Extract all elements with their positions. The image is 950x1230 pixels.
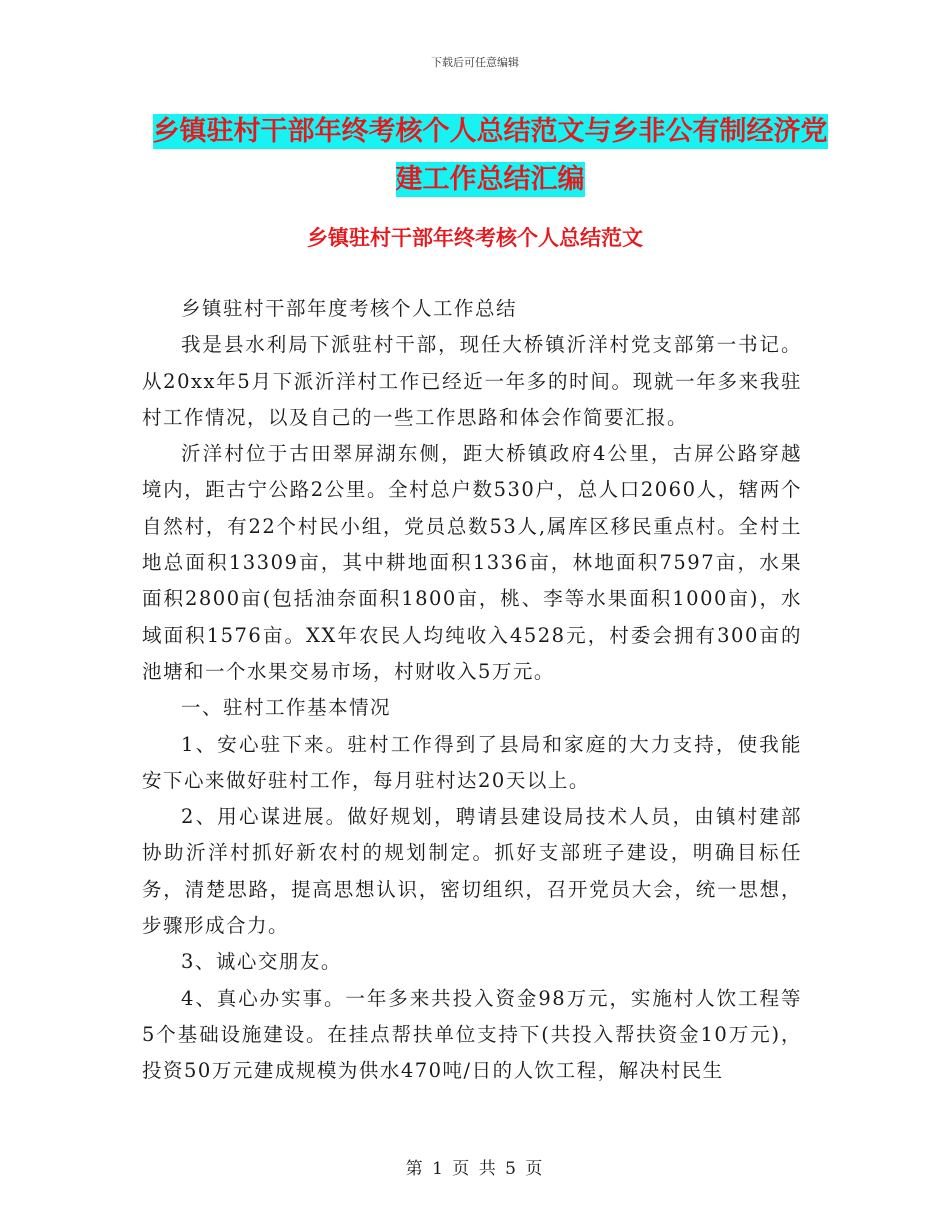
header-note: 下载后可任意编辑: [431, 56, 519, 69]
paragraph: 沂洋村位于古田翠屏湖东侧，距大桥镇政府4公里，古屏公路穿越境内，距古宁公路2公里。全村总户数530户，总人口2060人，辖两个自然村，有22个村民小组，党员总数53人,属库区移民重点村。全村土地总面积13309亩，其中耕地面积1336亩，林地面积7597亩，水果面积2800亩(包括油奈面积1800亩，桃、李等水果面积1000亩)，水域面积1576亩。XX年农民人均纯收入4528元，村委会拥有300亩的池塘和一个水果交易市场，村财收入5万元。: [142, 442, 802, 683]
paragraph: 一、驻村工作基本情况: [181, 696, 392, 720]
paragraph: 1、安心驻下来。驻村工作得到了县局和家庭的大力支持，使我能安下心来做好驻村工作，每月驻村达20天以上。: [142, 732, 802, 792]
document-body: [142, 291, 802, 1090]
paragraph: 我是县水利局下派驻村干部，现任大桥镇沂洋村党支部第一书记。从20xx年5月下派沂洋村工作已经近一年多的时间。现就一年多来我驻村工作情况，以及自己的一些工作思路和体会作简要汇报。: [142, 333, 802, 429]
page-footer: 第 1 页 共 5 页: [405, 1159, 545, 1179]
paragraph: 2、用心谋进展。做好规划，聘请县建设局技术人员，由镇村建部协助沂洋村抓好新农村的规划制定。抓好支部班子建设，明确目标任务，清楚思路，提高思想认识，密切组织，召开党员大会，统一思想，步骤形成合力。: [142, 805, 802, 938]
main-title-text: 乡镇驻村干部年终考核个人总结范文与乡非公有制经济党建工作总结汇编: [152, 116, 828, 195]
paragraph: 4、真心办实事。一年多来共投入资金98万元，实施村人饮工程等5个基础设施建设。在挂点帮扶单位支持下(共投入帮扶资金10万元)，投资50万元建成规模为供水470吨/日的人饮工程，解决村民生: [142, 986, 802, 1083]
section-title: 乡镇驻村干部年终考核个人总结范文: [307, 226, 643, 250]
main-title: [140, 108, 840, 204]
paragraph: 乡镇驻村干部年度考核个人工作总结: [181, 297, 518, 320]
paragraph: 3、诚心交朋友。: [181, 950, 342, 974]
